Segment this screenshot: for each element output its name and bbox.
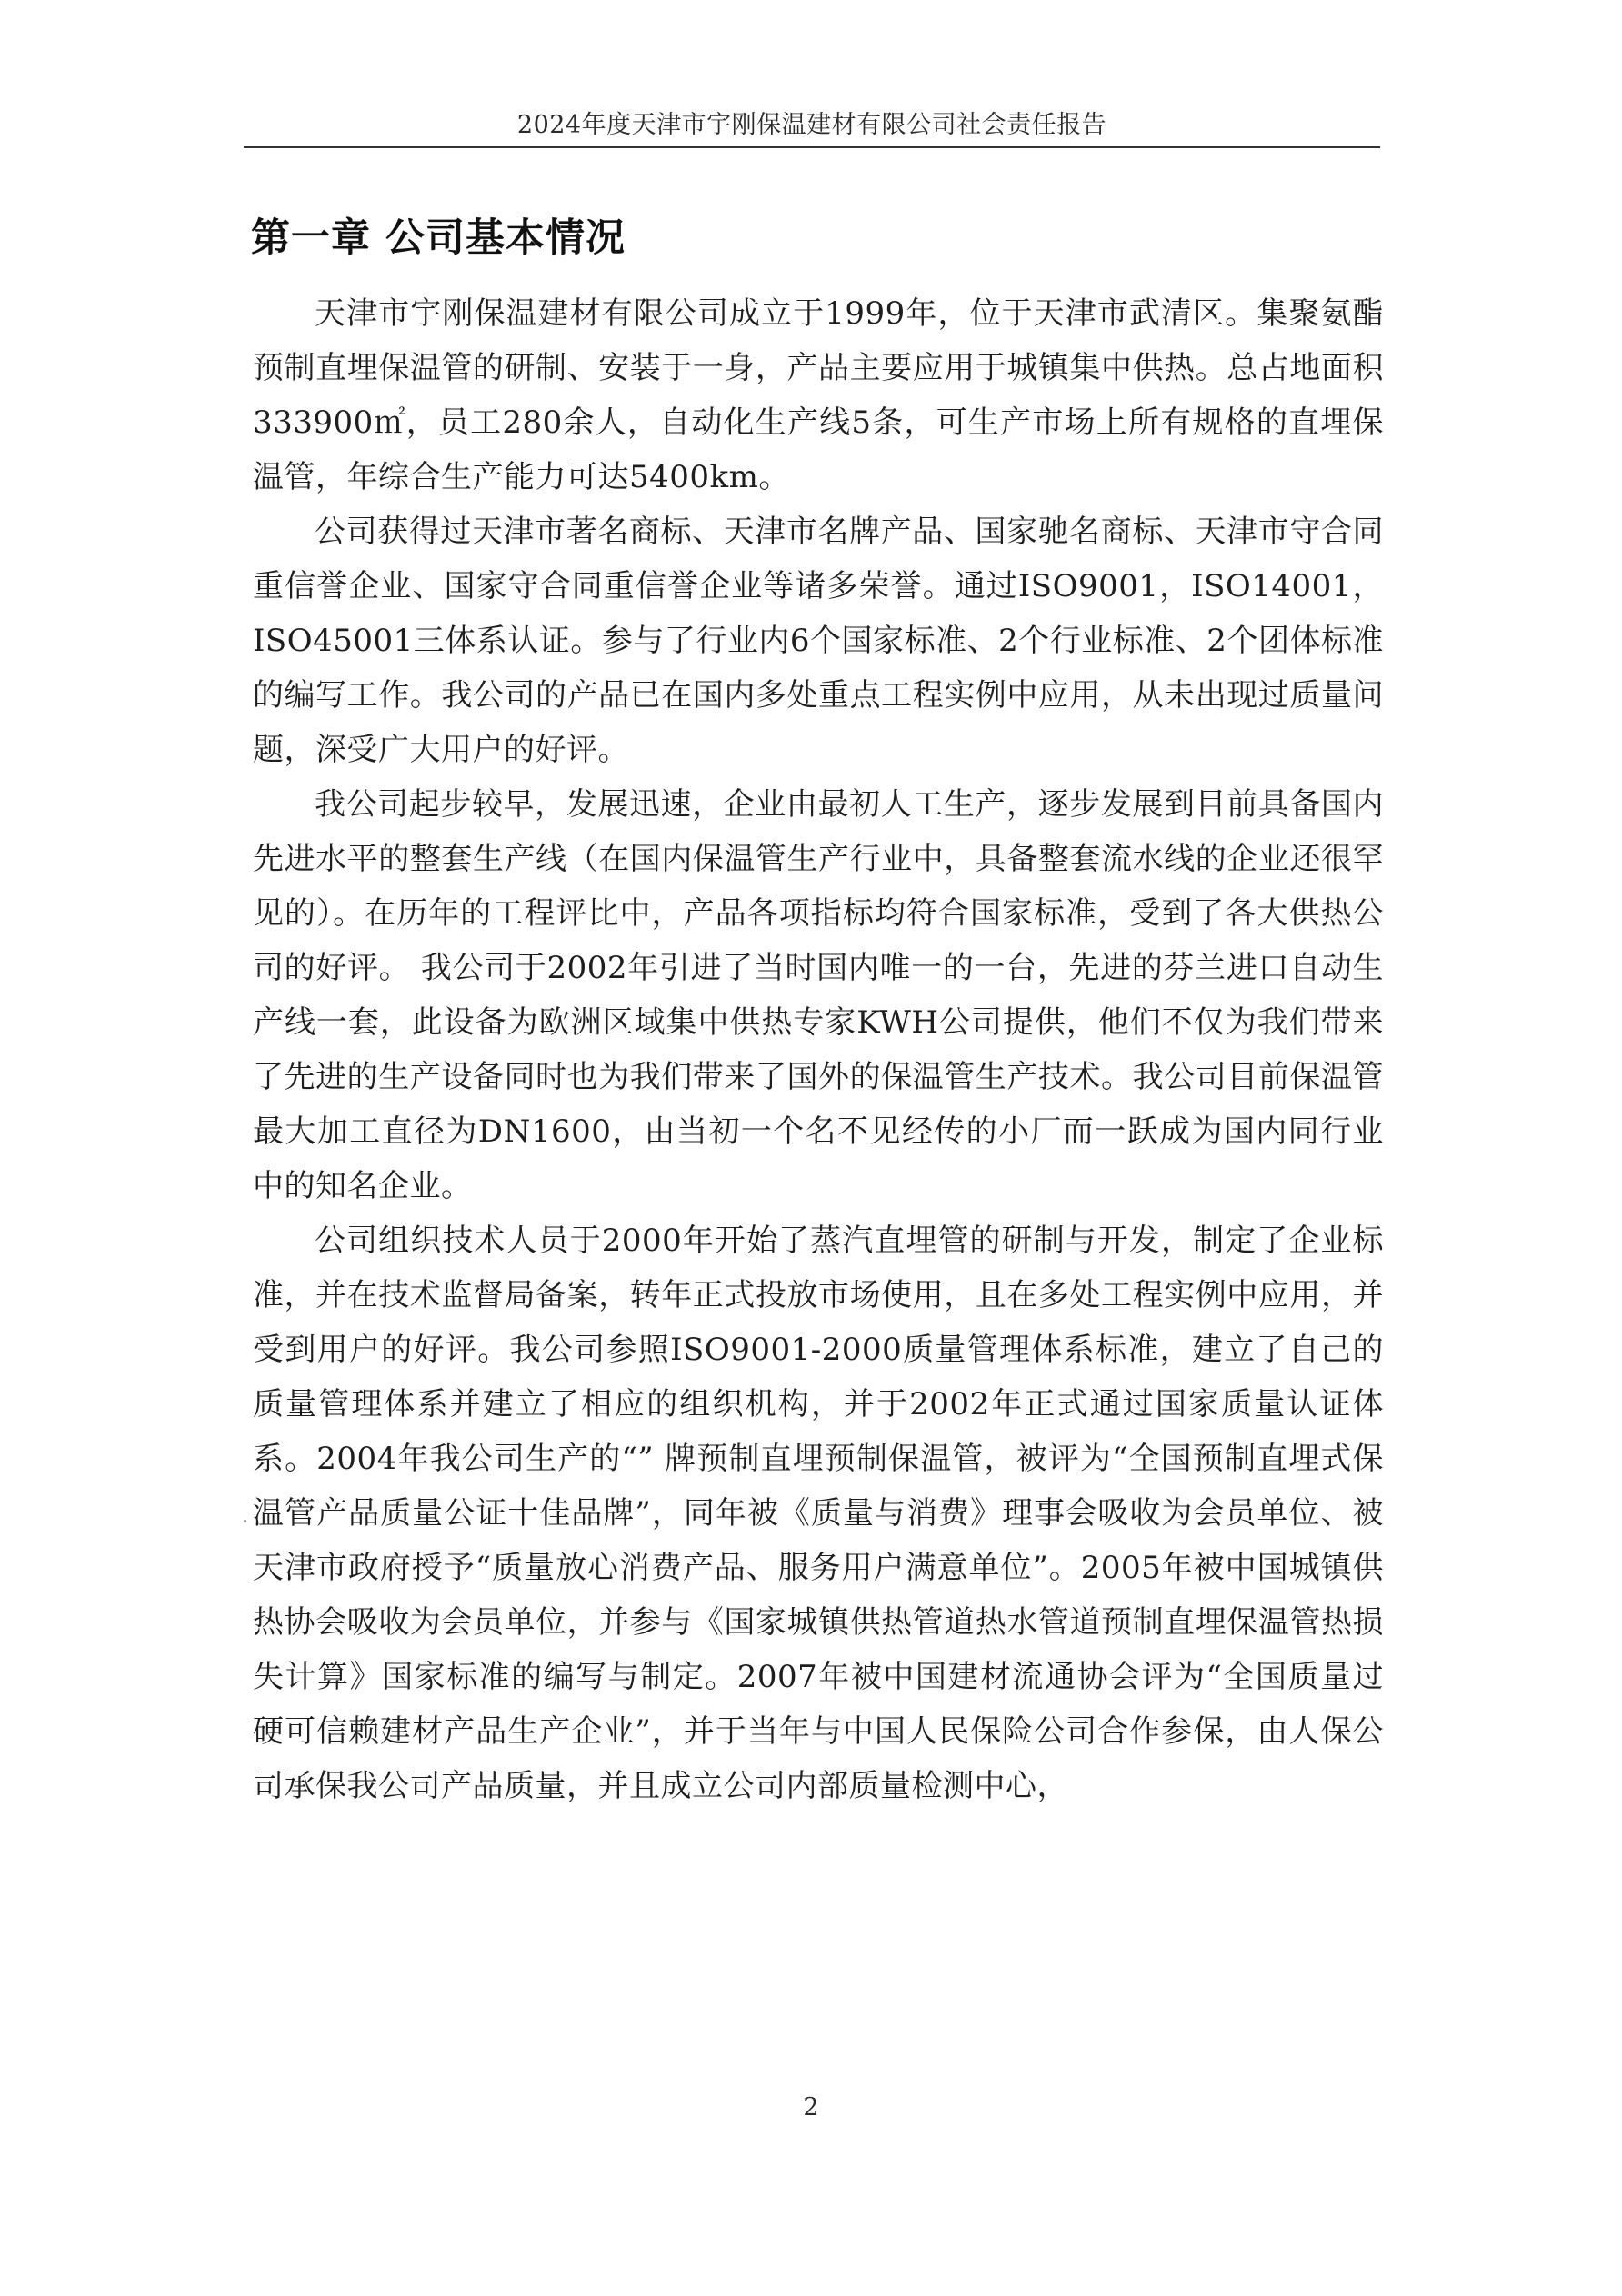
paragraph-development: 我公司起步较早，发展迅速，企业由最初人工生产，逐步发展到目前具备国内先进水平的整套生产线（在国内保温管生产行业中，具备整套流水线的企业还很罕见的）。在历年的工程评比中，产品各项指标均符合国家标准，受到了各大供热公司的好评。 我公司于2002年引进了当时国内唯一的一台，先进的芬兰进口自动生产线一套，此设备为欧洲区域集中供热专家KWH公司提供，他们不仅为我们带来了先进的生产设备同时也为我们带来了国外的保温管生产技术。我公司目前保温管最大加工直径为DN1600，由当初一个名不见经传的小厂而一跃成为国内同行业中的知名企业。 bbox=[253, 786, 1384, 1204]
page-header: 2024年度天津市宇刚保温建材有限公司社会责任报告 bbox=[516, 111, 1107, 139]
paragraph-company-overview: 天津市宇刚保温建材有限公司成立于1999年，位于天津市武清区。集聚氨酯预制直埋保温管的研制、安装于一身，产品主要应用于城镇集中供热。总占地面积333900㎡，员工280余人，自动化生产线5条，可生产市场上所有规格的直埋保温管，年综合生产能力可达5400km。 bbox=[253, 295, 1384, 495]
paragraph-honors: 公司获得过天津市著名商标、天津市名牌产品、国家驰名商标、天津市守合同重信誉企业、国家守合同重信誉企业等诸多荣誉。通过ISO9001，ISO14001，ISO45001三体系认证。参与了行业内6个国家标准、2个行业标准、2个团体标准的编写工作。我公司的产品已在国内多处重点工程实例中应用，从未出现过质量问题，深受广大用户的好评。 bbox=[253, 514, 1384, 768]
page-number: 2 bbox=[803, 2093, 819, 2121]
scan-speck bbox=[244, 1520, 246, 1522]
header-divider bbox=[244, 146, 1380, 148]
paragraph-quality-history: 公司组织技术人员于2000年开始了蒸汽直埋管的研制与开发，制定了企业标准，并在技术监督局备案，转年正式投放市场使用，且在多处工程实例中应用，并受到用户的好评。我公司参照ISO9001-2000质量管理体系标准，建立了自己的质量管理体系并建立了相应的组织机构，并于2002年正式通过国家质量认证体系。2004年我公司生产的“” 牌预制直埋预制保温管，被评为“全国预制直埋式保温管产品质量公证十佳品牌”，同年被《质量与消费》理事会吸收为会员单位、被天津市政府授予“质量放心消费产品、服务用户满意单位”。2005年被中国城镇供热协会吸收为会员单位，并参与《国家城镇供热管道热水管道预制直埋保温管热损失计算》国家标准的编写与制定。2007年被中国建材流通协会评为“全国质量过硬可信赖建材产品生产企业”，并于当年与中国人民保险公司合作参保，由人保公司承保我公司产品质量，并且成立公司内部质量检测中心， bbox=[253, 1223, 1384, 1804]
body-text bbox=[253, 286, 1384, 1813]
chapter-title: 第一章 公司基本情况 bbox=[251, 215, 626, 261]
